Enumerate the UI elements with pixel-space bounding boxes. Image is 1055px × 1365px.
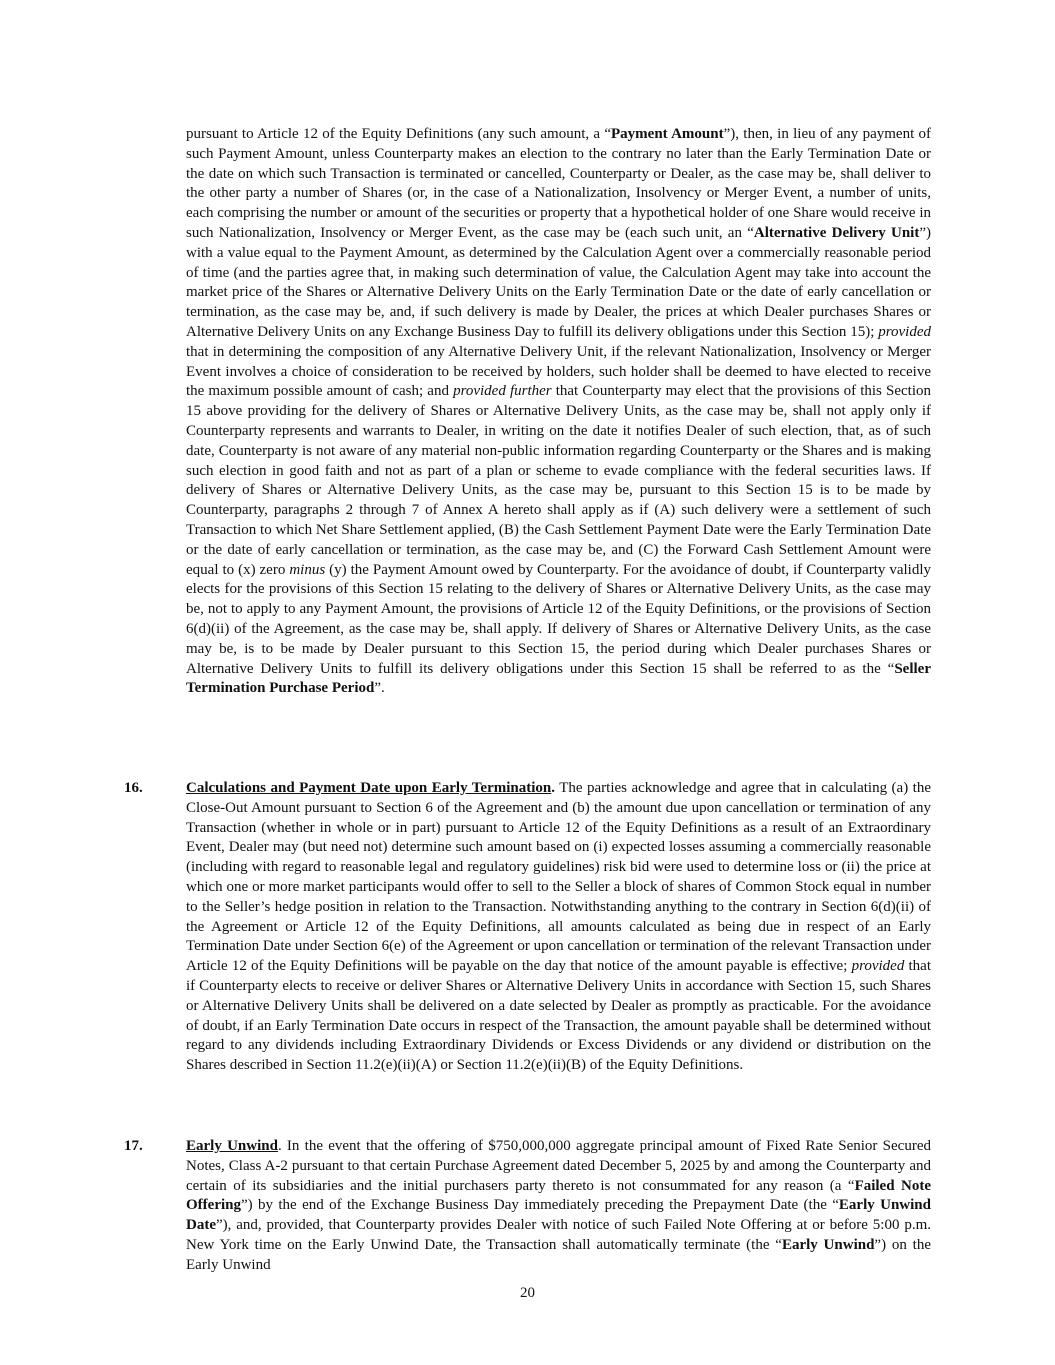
text-run: (y) the Payment Amount owed by Counterparty. For the avoidance of doubt, if Counterparty validly elects for the provisions of this Section 15 relating to the delivery of Shares or Alternative Delivery Units, as the case may be, not to apply to any Payment Amount, the provisions of Article 12 of the Equity Definitions, or the provisions of Section 6(d)(ii) of the Agreement, as the case may be, shall apply. If delivery of Shares or Alternative Delivery Units, as the case may be, is to be made by Dealer pursuant to this Section 15, the period during which Dealer purchases Shares or Alternative Delivery Units to fulfill its delivery obligations under this Section 15 shall be referred to as the “ [186,561,932,677]
section-15-continuation [186,125,931,699]
defined-term-alternative-delivery-unit: Alternative Delivery Unit [753,224,920,241]
section-16 [186,779,931,1076]
section-17 [186,1137,931,1276]
text-run: that in determining the composition of any Alternative Delivery Unit, if the relevant Nationalization, Insolvency or Merger Event involves a choice of consideration to be received by holders, such holder shall be deemed to have elected to receive the maximum possible amount of cash; and [186,343,931,400]
page-number: 20 [520,1285,535,1301]
emphasis-provided: provided [851,958,905,975]
text-run: The parties acknowledge and agree that in calculating (a) the Close-Out Amount pursuant to Section 6 of the Agreement and (b) the amount due upon cancellation or termination of any Transaction (whether in whole or in part) pursuant to Article 12 of the Equity Definitions as a result of an Extraordinary Event, Dealer may (but need not) determine such amount based on (i) expected losses assuming a commercially reasonable (including with regard to reasonable legal and regulatory guidelines) risk bid were used to determine loss or (ii) the price at which one or more market participants would offer to sell to the Seller a block of shares of Common Stock equal in number to the Seller’s hedge position in relation to the Transaction. Notwithstanding anything to the contrary in Section 6(d)(ii) of the Agreement or Article 12 of the Equity Definitions, all amounts calculated as being due in respect of an Early Termination Date under Section 6(e) of the Agreement or upon cancellation or termination of the relevant Transaction under Article 12 of the Equity Definitions will be payable on the day that notice of the amount payable is effective; [186,780,931,975]
text-run: ”), and, provided, that Counterparty provides Dealer with notice of such Failed Note Offering at or before 5:00 p.m. New York time on the Early Unwind Date, the Transaction shall automatically terminate (the “ [186,1217,931,1253]
defined-term-payment-amount: Payment Amount [611,126,724,142]
section-16-heading: Calculations and Payment Date upon Early Termination [186,780,552,796]
emphasis-minus: minus [289,561,326,578]
text-run: that if Counterparty elects to receive or deliver Shares or Alternative Delivery Units in accordance with Section 15, such Shares or Alternative Delivery Units shall be delivered on a date selected by Dealer as promptly as practicable. For the avoidance of doubt, if an Early Termination Date occurs in respect of the Transaction, the amount payable shall be determined without regard to any dividends including Extraordinary Dividends or Excess Dividends or any dividend or distribution on the Shares described in Section 11.2(e)(ii)(A) or Section 11.2(e)(ii)(B) of the Equity Definitions. [186,958,931,1074]
emphasis-provided-further: provided further [453,383,552,400]
section-16-paragraph [186,779,931,1076]
text-run: that Counterparty may elect that the provisions of this Section 15 above providing for the delivery of Shares or Alternative Delivery Units, as the case may be, shall not apply only if Counterparty represents and warrants to Dealer, in writing on the date it notifies Dealer of such election, that, as of such date, Counterparty is not aware of any material non-public information regarding Counterparty or the Shares and is making such election in good faith and not as part of a plan or scheme to evade compliance with the federal securities laws. If delivery of Shares or Alternative Delivery Units, as the case may be, pursuant to this Section 15 is to be made by Counterparty, paragraphs 2 through 7 of Annex A hereto shall apply as if (A) such delivery were a settlement of such Transaction to which Net Share Settlement applied, (B) the Cash Settlement Payment Date were the Early Termination Date or the date of early cancellation or termination, as the case may be, and (C) the Forward Cash Settlement Amount were equal to (x) zero [186,383,931,578]
defined-term-early-unwind-date: Early Unwind Date [186,1197,931,1234]
heading-punctuation: . [551,780,555,796]
section-17-paragraph [186,1137,931,1276]
text-run: ”. [374,680,385,697]
defined-term-early-unwind: Early Unwind [781,1236,875,1253]
defined-term-failed-note-offering: Failed Note Offering [186,1177,931,1214]
emphasis-provided: provided [878,323,931,340]
section-17-heading: Early Unwind [186,1138,278,1154]
text-run: ”) by the end of the Exchange Business Day immediately preceding the Prepayment Date (the “ [240,1197,839,1214]
text-run: ”) with a value equal to the Payment Amount, as determined by the Calculation Agent over a commercially reasonable period of time (and the parties agree that, in making such determination of value, the Calculation Agent may take into account the market price of the Shares or Alternative Delivery Units on the Early Termination Date or the date of early cancellation or termination, as the case may be, and, if such delivery is made by Dealer, the prices at which Dealer purchases Shares or Alternative Delivery Units on any Exchange Business Day to fulfill its delivery obligations under this Section 15); [186,224,931,340]
section-15-paragraph [186,125,931,699]
text-run: ”), then, in lieu of any payment of such Payment Amount, unless Counterparty makes an election to the contrary no later than the Early Termination Date or the date on which such Transaction is terminated or cancelled, Counterparty or Dealer, as the case may be, shall deliver to the other party a number of Shares (or, in the case of a Nationalization, Insolvency or Merger Event, a number of units, each comprising the number or amount of the securities or property that a hypothetical holder of one Share would receive in such Nationalization, Insolvency or Merger Event, as the case may be (each such unit, an “ [186,126,932,241]
text-run: In the event that the offering of $750,000,000 aggregate principal amount of Fixed Rate Senior Secured Notes, Class A-2 pursuant to that certain Purchase Agreement dated December 5, 2025 by and among the Counterparty and certain of its subsidiaries and the initial purchasers party thereto is not consummated for any reason (a “ [186,1138,931,1194]
section-16-number: 16. [124,780,143,796]
section-17-number: 17. [124,1138,143,1154]
defined-term-seller-termination-purchase-period: Seller Termination Purchase Period [186,660,931,697]
text-run: pursuant to Article 12 of the Equity Definitions (any such amount, a “ [186,126,611,142]
heading-punctuation: . [277,1138,282,1154]
text-run: ”) on the Early Unwind [186,1236,931,1273]
